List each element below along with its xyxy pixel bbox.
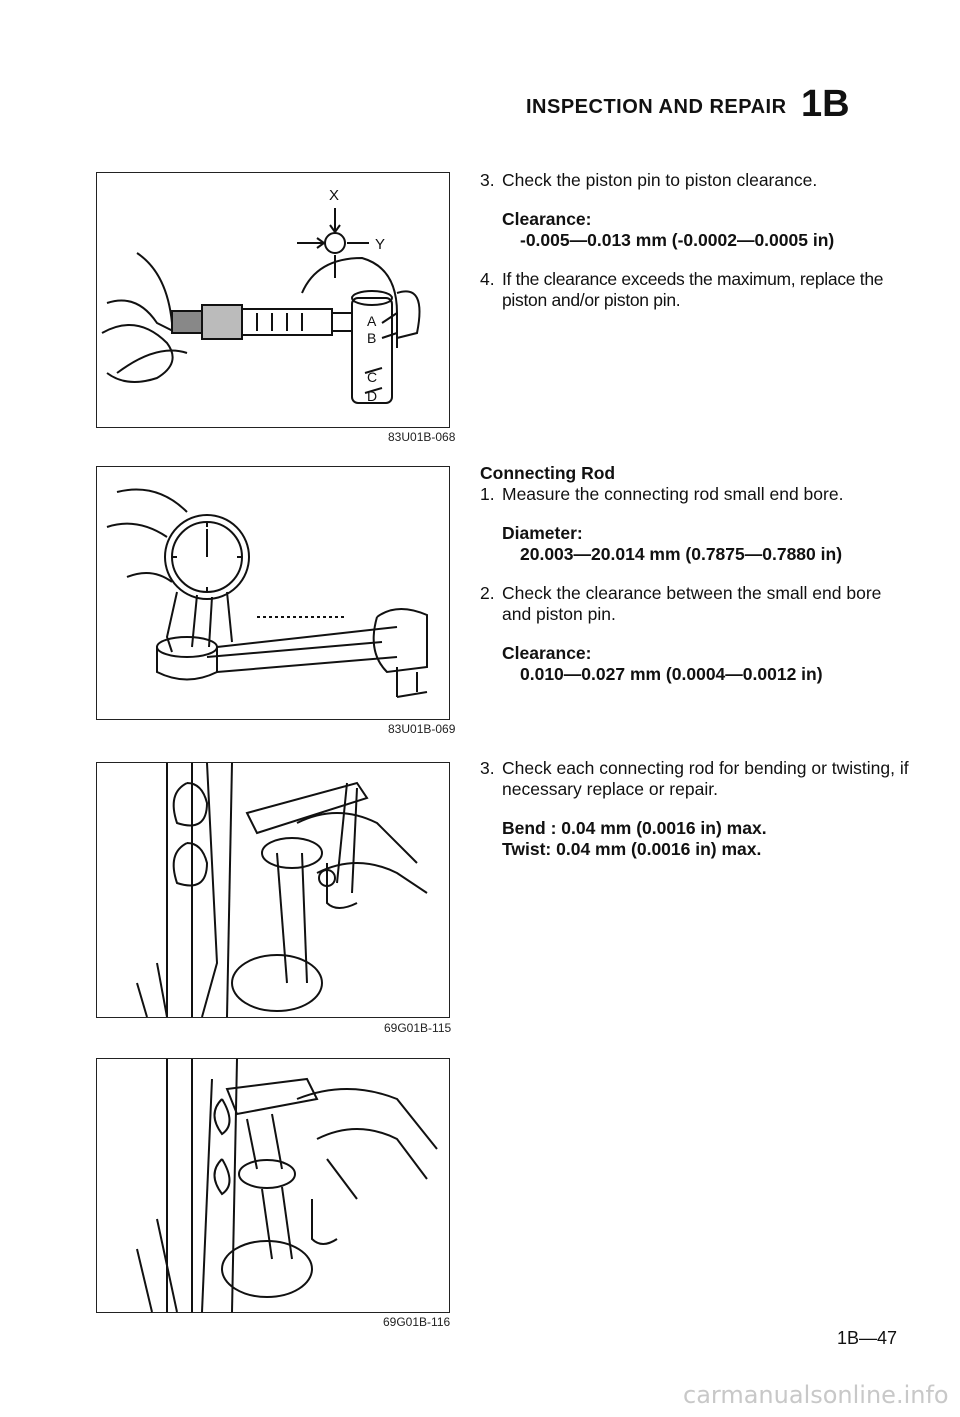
figure-dial-gauge bbox=[96, 466, 450, 720]
label-d: D bbox=[367, 388, 378, 404]
step-text: Check each connecting rod for bending or twisting, if necessary replace or repair. bbox=[502, 758, 909, 799]
label-b: B bbox=[367, 330, 377, 346]
page-header bbox=[526, 80, 850, 123]
spec-value: -0.005—0.013 mm (-0.0002—0.0005 in) bbox=[520, 230, 835, 250]
spec-block bbox=[502, 643, 910, 685]
spec-label: Clearance: bbox=[502, 643, 592, 663]
step-number: 3. bbox=[480, 170, 495, 190]
section-number: 1B bbox=[800, 83, 850, 125]
step-text: Check the clearance between the small end bore and piston pin. bbox=[502, 583, 882, 624]
step-number: 2. bbox=[480, 583, 495, 603]
figure-code: 83U01B-069 bbox=[388, 722, 456, 736]
bend-spec: Bend : 0.04 mm (0.0016 in) max. bbox=[502, 818, 767, 838]
spec-label: Diameter: bbox=[502, 523, 583, 543]
step-text: Check the piston pin to piston clearance. bbox=[502, 170, 818, 190]
piston-clearance-section bbox=[480, 170, 910, 311]
spec-block bbox=[502, 523, 910, 565]
figure-twist-check bbox=[96, 1058, 450, 1313]
step-number: 4. bbox=[480, 269, 495, 289]
figure-code: 69G01B-115 bbox=[384, 1021, 452, 1035]
connecting-rod-section bbox=[480, 463, 910, 685]
figure-micrometer bbox=[96, 172, 450, 428]
micrometer-illustration bbox=[97, 173, 449, 427]
twist-spec: Twist: 0.04 mm (0.0016 in) max. bbox=[502, 839, 762, 859]
rod-alignment-illustration bbox=[97, 763, 449, 1017]
figure-alignment-check bbox=[96, 762, 450, 1018]
page-title: INSPECTION AND REPAIR bbox=[526, 96, 787, 118]
step-text: Measure the connecting rod small end bore. bbox=[502, 484, 844, 504]
figure-code: 69G01B-116 bbox=[383, 1315, 451, 1329]
spec-block bbox=[502, 818, 910, 860]
step-item bbox=[480, 583, 910, 625]
step-text: If the clearance exceeds the maximum, replace the piston and/or piston pin. bbox=[502, 269, 884, 310]
step-item bbox=[480, 269, 910, 311]
dial-gauge-illustration bbox=[97, 467, 449, 719]
label-a: A bbox=[367, 313, 377, 329]
spec-value: 20.003—20.014 mm (0.7875—0.7880 in) bbox=[520, 544, 843, 564]
step-item bbox=[480, 484, 910, 505]
spec-block bbox=[502, 209, 910, 251]
page-number: 1B—47 bbox=[837, 1328, 898, 1348]
label-c: C bbox=[367, 369, 378, 385]
figure-code: 83U01B-068 bbox=[388, 430, 456, 444]
step-number: 1. bbox=[480, 484, 495, 504]
section-heading: Connecting Rod bbox=[480, 463, 616, 483]
rod-twist-illustration bbox=[97, 1059, 449, 1312]
spec-label: Clearance: bbox=[502, 209, 592, 229]
watermark: carmanualsonline.info bbox=[683, 1381, 949, 1409]
step-item bbox=[480, 758, 910, 800]
spec-value: 0.010—0.027 mm (0.0004—0.0012 in) bbox=[520, 664, 823, 684]
step-number: 3. bbox=[480, 758, 495, 778]
label-y: Y bbox=[375, 236, 386, 253]
label-x: X bbox=[329, 187, 340, 204]
step-item bbox=[480, 170, 910, 191]
bend-twist-section bbox=[480, 758, 910, 860]
